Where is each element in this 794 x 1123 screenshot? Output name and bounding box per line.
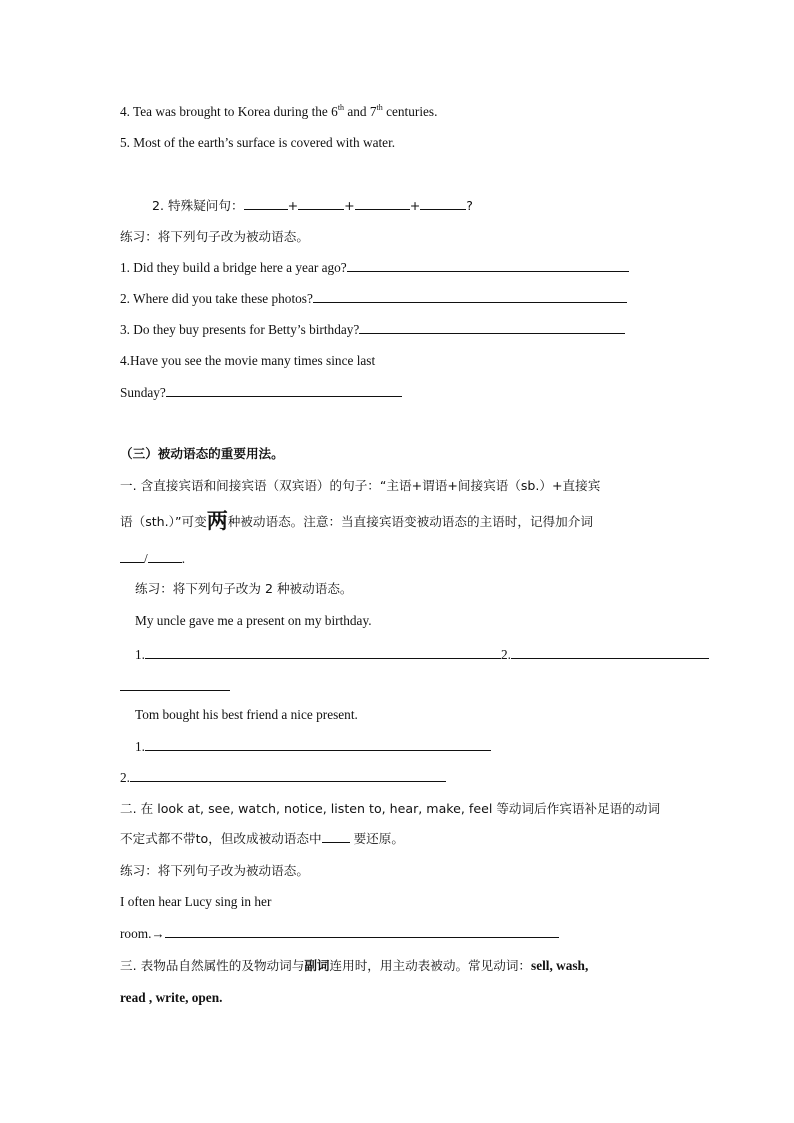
sentence-4-text: 4. Tea was brought to Korea during the 6: [120, 104, 338, 119]
slash: /: [144, 551, 148, 566]
question-text: 3. Do they buy presents for Betty’s birthday?: [120, 322, 360, 337]
answer-line[interactable]: [511, 646, 709, 659]
exercise-3-answer: [120, 925, 559, 943]
exercise-2-answers-1: [135, 646, 709, 664]
answer-line-continued[interactable]: [120, 690, 230, 691]
rule-2-line-a: 二. 在 look at, see, watch, notice, listen to, hear, make, feel 等动词后作宾语补足语的动词: [120, 801, 661, 816]
rule-3-line-a: [120, 957, 588, 975]
section-3-title: （三）被动语态的重要用法。: [120, 446, 284, 461]
blank[interactable]: [322, 830, 350, 843]
answer-line[interactable]: [347, 259, 629, 272]
special-question-heading: [152, 197, 473, 215]
verb-list: sell, wash,: [531, 958, 589, 973]
answer-line[interactable]: [145, 738, 491, 751]
exercise-1-question-4b: [120, 384, 402, 402]
answer-line[interactable]: [359, 321, 625, 334]
superscript-th: th: [376, 103, 383, 112]
exercise-1-question-1: [120, 259, 629, 277]
answer-number: 1.: [135, 739, 145, 754]
blank[interactable]: [355, 197, 410, 210]
exercise-1-question-3: [120, 321, 625, 339]
rule-3-line-b: read , write, open.: [120, 990, 223, 1005]
answer-line[interactable]: [145, 646, 501, 659]
answer-number: 2.: [120, 770, 130, 785]
blank[interactable]: [420, 197, 466, 210]
period: .: [181, 551, 186, 566]
special-question-label: 2. 特殊疑问句：: [152, 198, 244, 213]
plus-sign: +: [344, 198, 355, 213]
rule-2-line-b: [120, 830, 404, 848]
rule-text: 语（sth.）”可变: [120, 514, 207, 529]
exercise-2-instruction: 练习：将下列句子改为 2 种被动语态。: [135, 581, 353, 596]
superscript-th: th: [337, 103, 345, 112]
question-text: Sunday?: [120, 385, 166, 400]
exercise-1-instruction: 练习：将下列句子改为被动语态。: [120, 229, 309, 244]
exercise-2-sentence-2: Tom bought his best friend a nice present.: [135, 707, 358, 722]
blank[interactable]: [120, 550, 144, 563]
exercise-3-instruction: 练习：将下列句子改为被动语态。: [120, 863, 309, 878]
sentence-5: 5. Most of the earth’s surface is covered with water.: [120, 135, 396, 150]
question-text: 1. Did they build a bridge here a year ago?: [120, 260, 347, 275]
exercise-2-answer-2b: [120, 769, 446, 787]
rule-text: 种被动语态。注意：当直接宾语变被动语态的主语时，记得加介词: [227, 514, 593, 529]
plus-sign: +: [287, 198, 299, 213]
question-text: 2. Where did you take these photos?: [120, 291, 313, 306]
answer-line[interactable]: [313, 290, 627, 303]
blank[interactable]: [298, 197, 344, 210]
question-mark: ?: [466, 198, 473, 213]
exercise-2-answer-2a: [135, 738, 491, 756]
rule-text: 连用时，用主动表被动。常见动词：: [329, 958, 532, 973]
sentence-4: [120, 103, 437, 121]
exercise-3-sentence: I often hear Lucy sing in her: [120, 894, 272, 909]
answer-line[interactable]: [130, 769, 446, 782]
exercise-1-question-4a: 4.Have you see the movie many times since last: [120, 353, 376, 368]
rule-text: 三. 表物品自然属性的及物动词与: [120, 958, 305, 973]
rule-1-line-b: [120, 509, 593, 533]
rule-text: 不定式都不带to，但改成被动语态中: [120, 831, 322, 846]
exercise-2-sentence-1: My uncle gave me a present on my birthday.: [135, 613, 372, 628]
emphasis-two: 两: [206, 509, 228, 533]
exercise-1-question-2: [120, 290, 627, 308]
rule-1-line-c: [120, 550, 185, 568]
sentence-4-text-b: and 7: [344, 104, 377, 119]
answer-line[interactable]: [166, 384, 402, 397]
emphasis-adverb: 副词: [304, 958, 330, 973]
plus-sign: +: [409, 198, 421, 213]
answer-number: 1.: [135, 647, 145, 662]
answer-number: 2.: [500, 647, 511, 662]
blank[interactable]: [148, 550, 182, 563]
answer-line[interactable]: [165, 925, 559, 938]
rule-1-line-a: 一. 含直接宾语和间接宾语（双宾语）的句子：“主语+谓语+间接宾语（sb.）+直接宾: [120, 478, 601, 493]
arrow-prefix: room.→: [120, 926, 165, 941]
blank[interactable]: [244, 197, 288, 210]
sentence-4-text-c: centuries.: [382, 104, 438, 119]
rule-text: 要还原。: [349, 831, 404, 846]
